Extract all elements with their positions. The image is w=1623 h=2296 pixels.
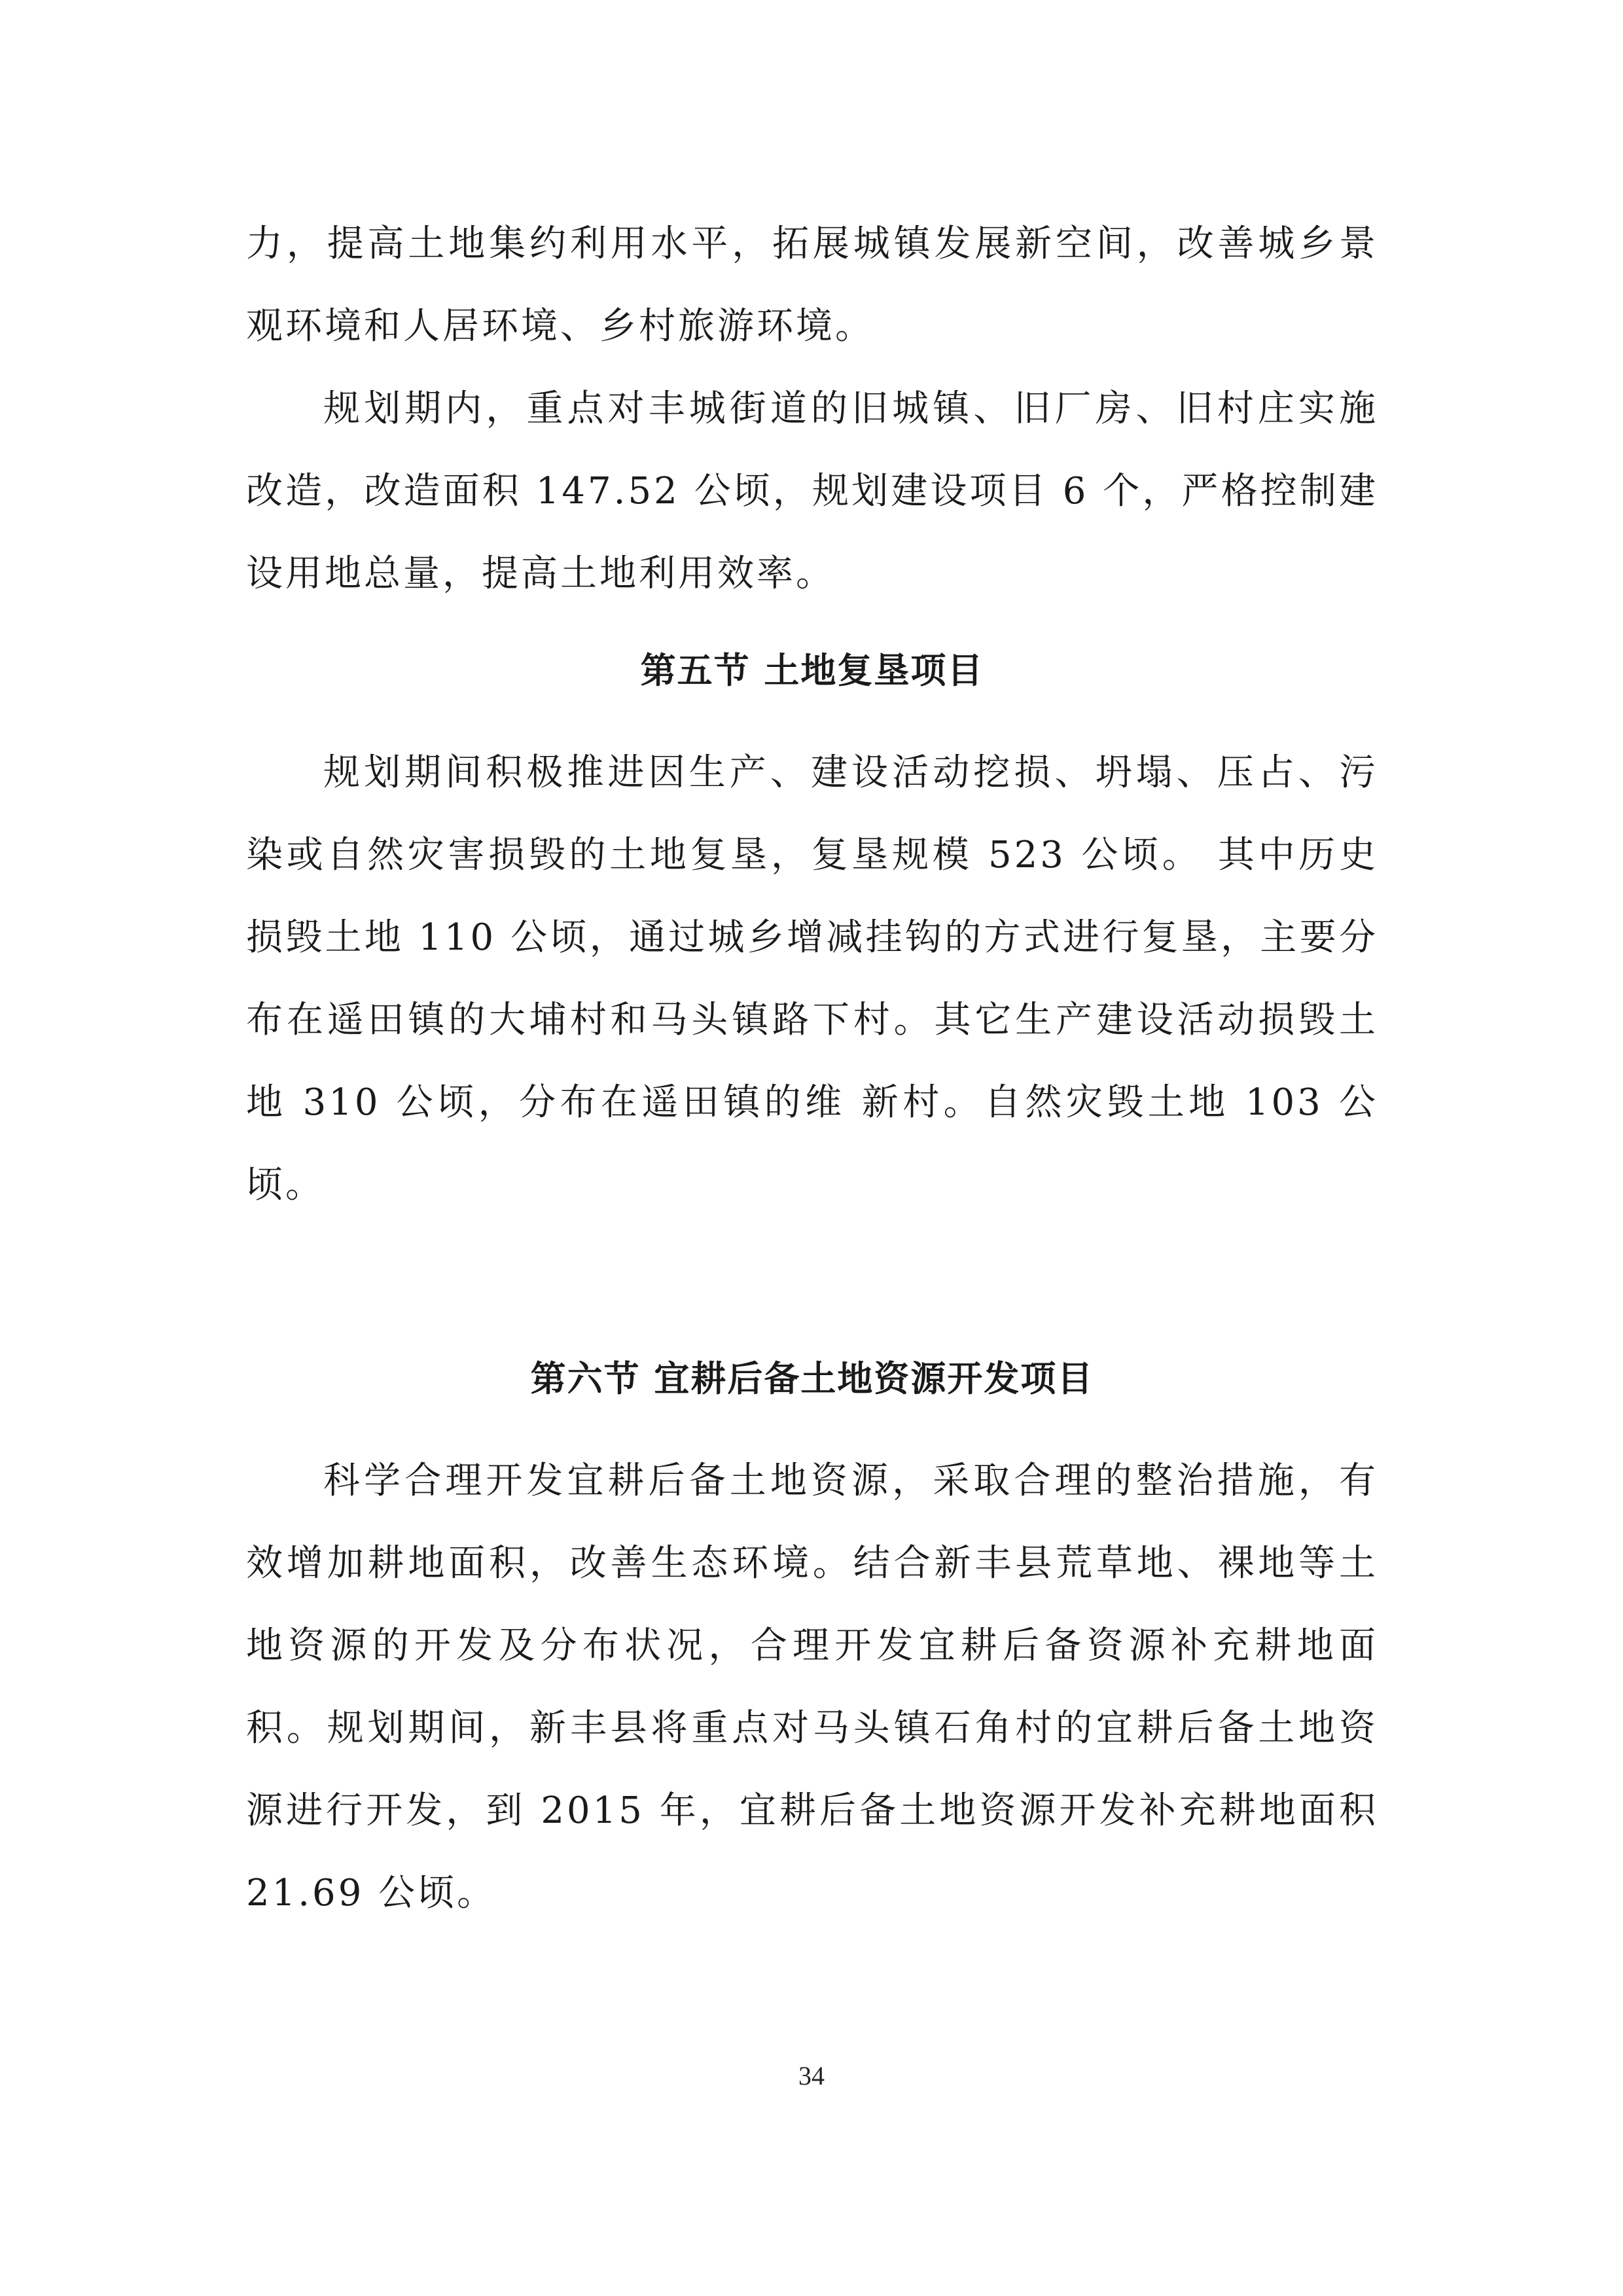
paragraph-reserve-land-development: 科学合理开发宜耕后备土地资源，采取合理的整治措施，有效增加耕地面积，改善生态环境。结合新丰县荒草地、裸地等土地资源的开发及分布状况，合理开发宜耕后备资源补充耕地面积。规划期间，新丰县将重点对马头镇石角村的宜耕后备土地资源进行开发，到 2015 年，宜耕后备土地资源开发补充耕地面积 21.69 公顷。: [246, 1460, 1378, 1914]
section-title-reserve-land-development: 第六节 宜耕后备土地资源开发项目: [530, 1358, 1094, 1399]
paragraph-land-reclamation: 规划期间积极推进因生产、建设活动挖损、坍塌、压占、污染或自然灾害损毁的土地复垦，复垦规模 523 公顷。 其中历史损毁土地 110 公顷，通过城乡增减挂钩的方式进行复垦，主要分布在遥田镇的大埔村和马头镇路下村。其它生产建设活动损毁土地 310 公顷，分布在遥田镇的维 新村。自然灾毁土地 103 公顷。: [246, 751, 1378, 1206]
page-content: [246, 203, 1378, 1935]
section-title-land-reclamation: 第五节 土地复垦项目: [640, 650, 984, 691]
paragraph-renovation: 规划期内，重点对丰城街道的旧城镇、旧厂房、旧村庄实施改造，改造面积 147.52 公顷，规划建设项目 6 个，严格控制建设用地总量，提高土地利用效率。: [246, 387, 1378, 595]
paragraph-continued: 力，提高土地集约利用水平，拓展城镇发展新空间，改善城乡景观环境和人居环境、乡村旅游环境。: [246, 223, 1378, 348]
page-number: 34: [798, 2061, 825, 2090]
